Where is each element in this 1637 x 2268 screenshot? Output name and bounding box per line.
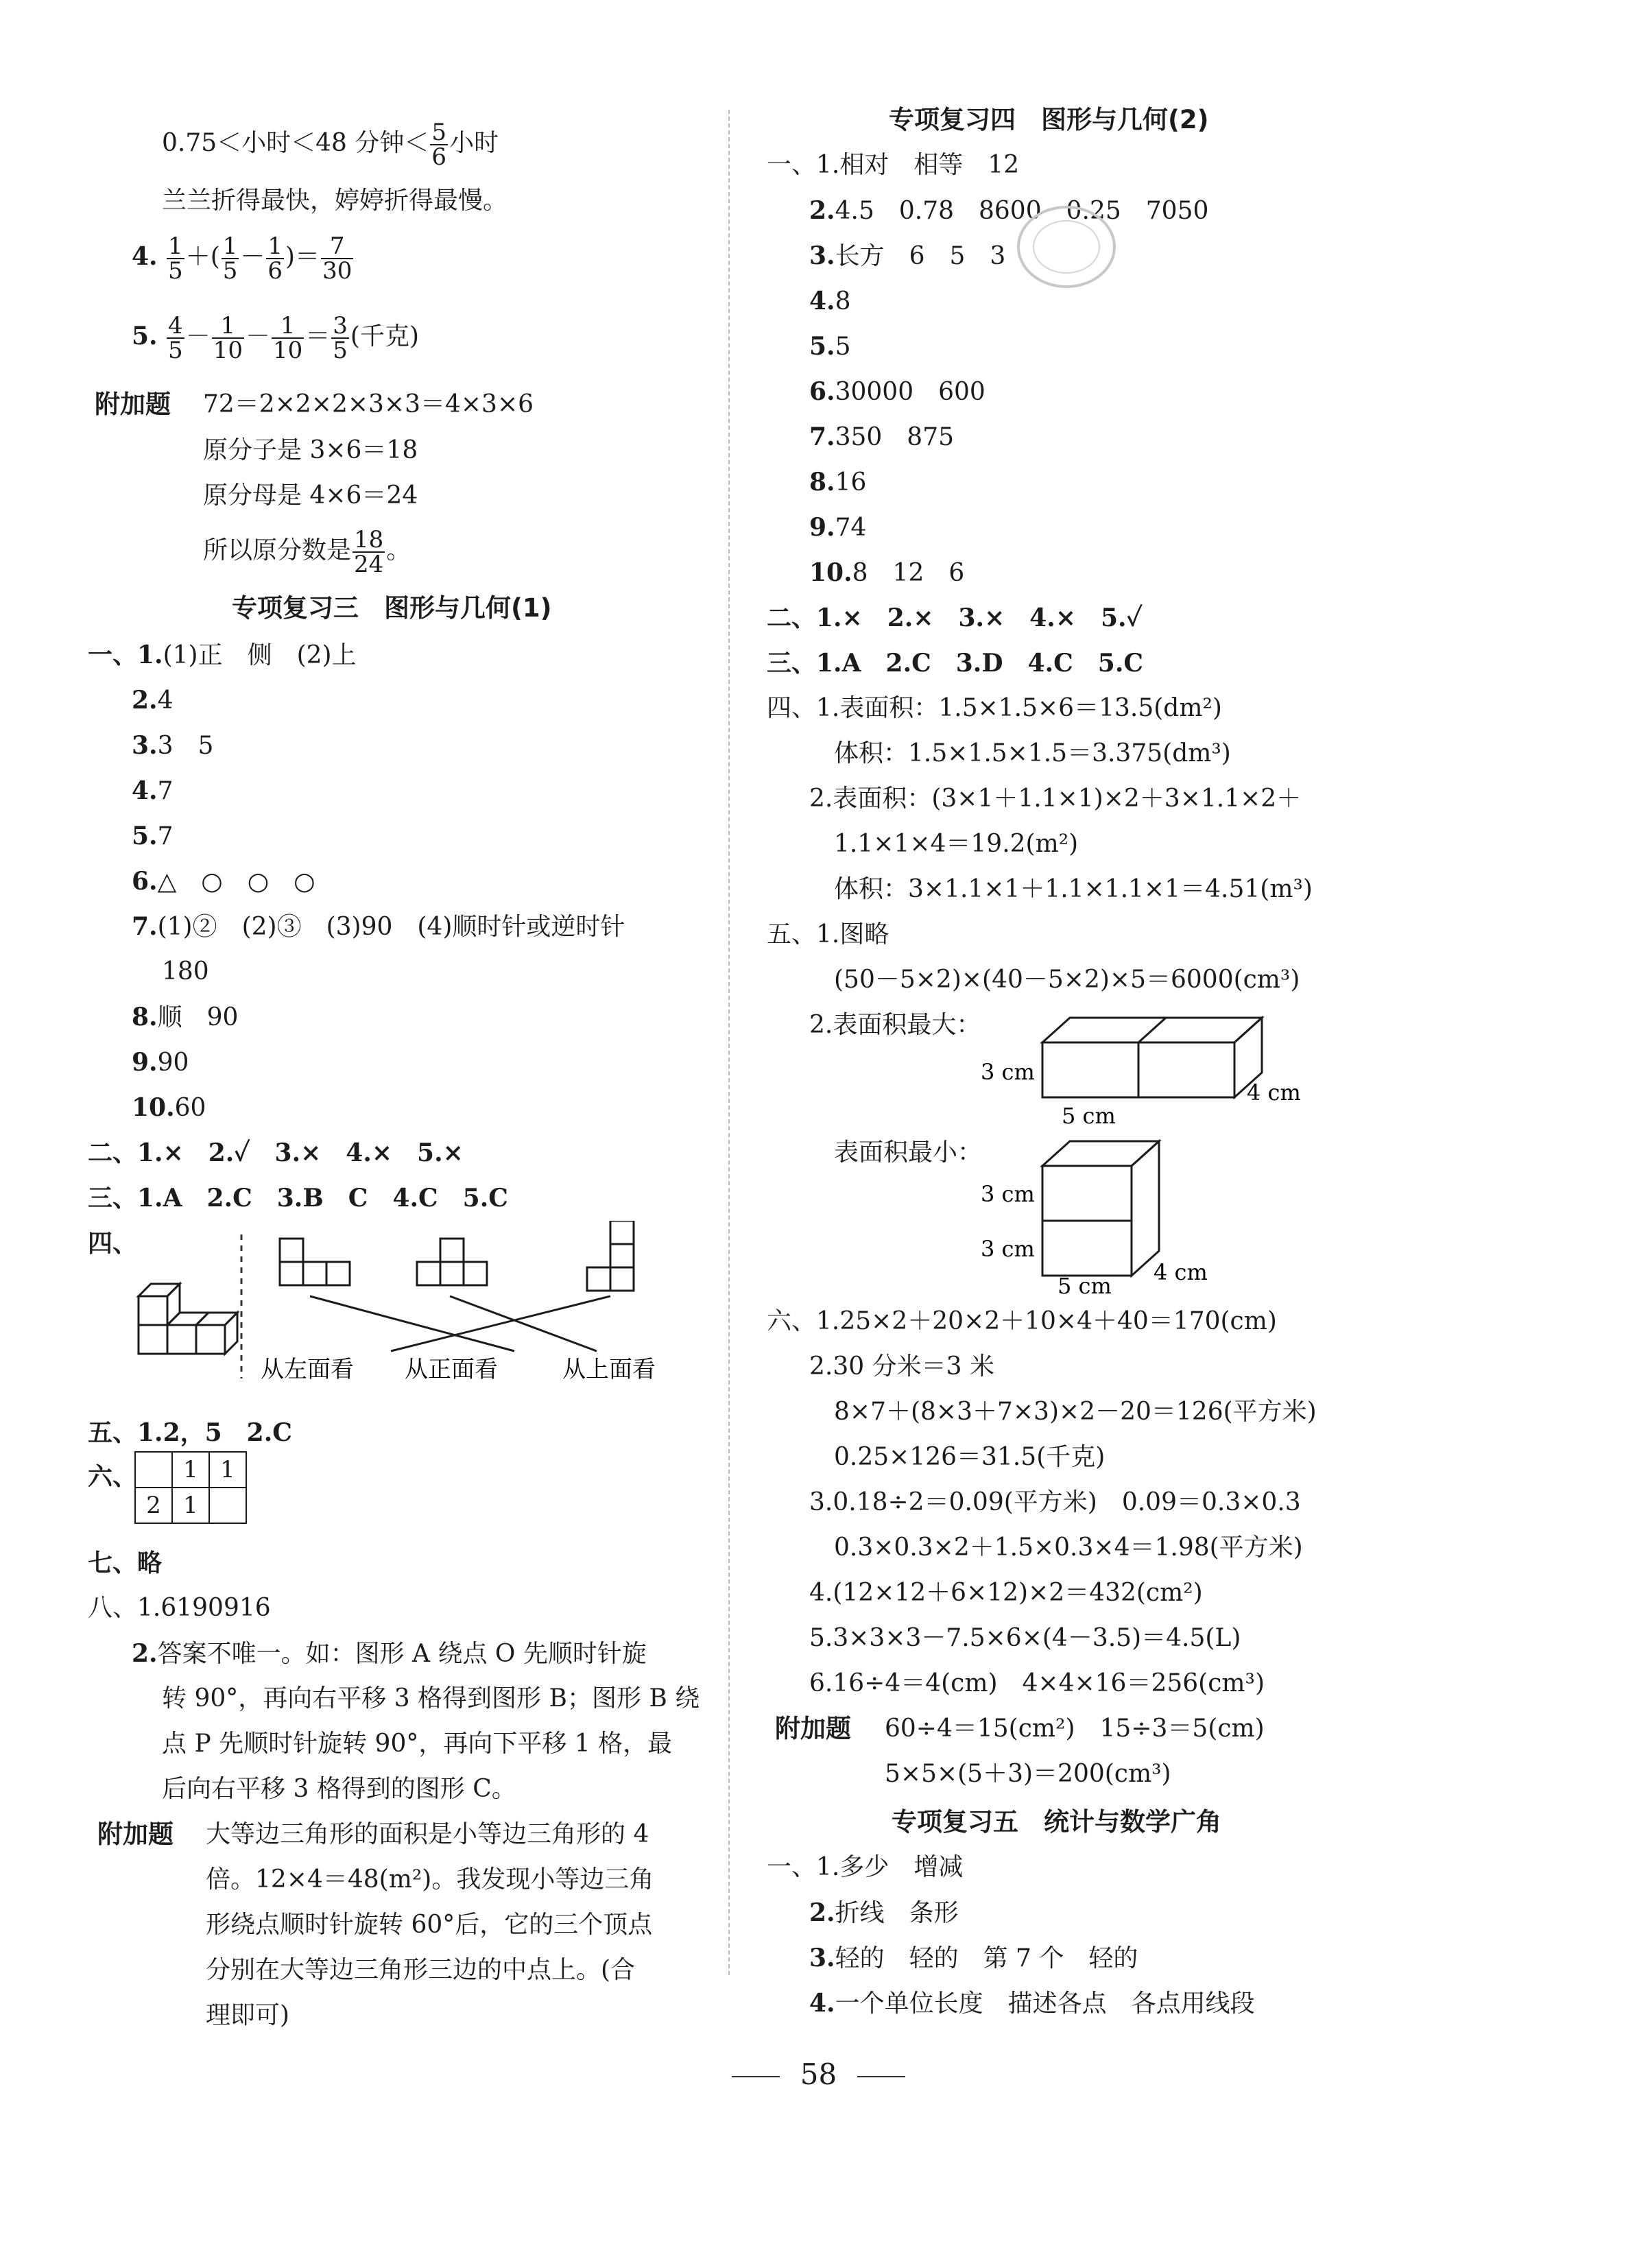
question-number: 4. bbox=[132, 242, 158, 271]
numerator: 1 bbox=[267, 232, 283, 260]
question-number: 5. bbox=[809, 332, 835, 361]
answer-text: 分别在大等边三角形三边的中点上。(合 bbox=[206, 1956, 636, 1984]
answer-line: 0.25×126＝31.5(千克) bbox=[834, 1443, 1106, 1471]
answer-line: 0.3×0.3×2＋1.5×0.3×4＝1.98(平方米) bbox=[834, 1533, 1303, 1562]
answer-line: 表面积最小： bbox=[834, 1138, 983, 1167]
dash-right bbox=[857, 2076, 905, 2077]
fraction bbox=[167, 232, 184, 285]
answer-line: 5.3×3×3－7.5×6×(4－3.5)＝4.5(L) bbox=[809, 1624, 1241, 1652]
question-number: 9. bbox=[809, 513, 835, 542]
denominator: 5 bbox=[168, 257, 183, 285]
answer-line: 五、1.2，5 2.C bbox=[88, 1418, 292, 1447]
dimension-label: 4 cm bbox=[1247, 1079, 1301, 1106]
question-number: 5. bbox=[132, 322, 158, 350]
answer-text: (1)② (2)③ (3)90 (4)顺时针或逆时针 bbox=[157, 913, 625, 941]
numerator: 18 bbox=[354, 526, 384, 553]
answer-line: 5×5×(5＋3)＝200(cm³) bbox=[885, 1760, 1171, 1788]
answer-line: 六、1.25×2＋20×2＋10×4＋40＝170(cm) bbox=[767, 1307, 1277, 1335]
answer-text: 16 bbox=[835, 468, 867, 497]
text: 小时 bbox=[449, 129, 499, 157]
question-number: 3. bbox=[132, 731, 158, 760]
denominator: 5 bbox=[222, 257, 238, 285]
q4-line: 4. $\frac{1}{5}$ ＋( $\frac{1}{5}$ － $\frac{1}{6}$ )＝ $\frac{7}{30}$ bbox=[132, 232, 353, 285]
question-number: 6. bbox=[132, 867, 158, 896]
text: 所以原分数是 bbox=[203, 536, 352, 564]
question-number: 4. bbox=[809, 1989, 835, 2018]
answer-text: 答案不唯一。如：图形 A 绕点 O 先顺时针旋 bbox=[157, 1640, 647, 1668]
grid-cell bbox=[209, 1488, 246, 1523]
true-false-answers: 二、1.× 2.✓ 3.× 4.× 5.× bbox=[88, 1138, 464, 1167]
dimension-label: 3 cm bbox=[981, 1236, 1035, 1262]
answer-text: 顺 90 bbox=[157, 1003, 239, 1031]
question-number: 2. bbox=[132, 1639, 158, 1668]
answer-line: 1.1×1×4＝19.2(m²) bbox=[834, 830, 1079, 858]
answer-line: 一、1.相对 相等 12 bbox=[767, 151, 1020, 179]
answer-text: 一个单位长度 描述各点 各点用线段 bbox=[835, 1990, 1255, 2018]
answer-text: 8 bbox=[835, 287, 851, 315]
dash-left bbox=[732, 2076, 780, 2077]
number-grid bbox=[134, 1451, 247, 1524]
denominator: 5 bbox=[168, 337, 183, 364]
answer-text: △ ○ ○ ○ bbox=[157, 868, 315, 896]
unit: (千克) bbox=[350, 322, 419, 350]
three-view-diagram bbox=[130, 1221, 693, 1385]
question-number: 4. bbox=[809, 287, 835, 315]
numerator: 1 bbox=[212, 314, 244, 339]
answer-text: 60 bbox=[174, 1094, 206, 1122]
denominator: 10 bbox=[213, 337, 243, 364]
question-number: 10. bbox=[132, 1093, 175, 1122]
denominator: 5 bbox=[333, 337, 348, 364]
grid-cell: 1 bbox=[209, 1452, 246, 1488]
question-number: 3. bbox=[809, 241, 835, 270]
denominator: 6 bbox=[431, 143, 447, 171]
fraction bbox=[430, 121, 448, 169]
denominator: 6 bbox=[267, 257, 283, 285]
view-shape-3 bbox=[587, 1221, 634, 1291]
answer-line: 60÷4＝15(cm²) 15÷3＝5(cm) bbox=[885, 1715, 1265, 1743]
fraction bbox=[222, 232, 239, 285]
answer-text: 长方 6 5 3 bbox=[835, 242, 1006, 270]
answer-line: 2.30 分米＝3 米 bbox=[809, 1352, 994, 1381]
text: 。 bbox=[386, 536, 411, 564]
cuboid-max-diagram bbox=[974, 1008, 1330, 1132]
answer-line: (50－5×2)×(40－5×2)×5＝6000(cm³) bbox=[834, 966, 1300, 994]
answer-line: 体积：3×1.1×1＋1.1×1.1×1＝4.51(m³) bbox=[834, 875, 1313, 903]
answer-text: 理即可) bbox=[206, 2001, 290, 2029]
answer-line: 8×7＋(8×3＋7×3)×2－20＝126(平方米) bbox=[834, 1398, 1317, 1426]
answer-line: 2.表面积最大： bbox=[809, 1011, 981, 1039]
answer-text: 3 5 bbox=[157, 732, 214, 760]
fraction bbox=[266, 232, 284, 285]
answer-line: 四、1.表面积：1.5×1.5×6＝13.5(dm²) bbox=[767, 694, 1222, 722]
answer-text: 后向右平移 3 格得到的图形 C。 bbox=[162, 1775, 516, 1803]
answer-text: 30000 600 bbox=[835, 378, 985, 406]
text-line: 兰兰折得最快，婷婷折得最慢。 bbox=[162, 187, 508, 215]
question-number: 一、1. bbox=[88, 641, 163, 669]
fraction-result-line bbox=[203, 528, 411, 576]
answer-text: 7 bbox=[157, 822, 174, 850]
numerator: 1 bbox=[168, 232, 183, 260]
fraction bbox=[272, 314, 304, 362]
fraction bbox=[321, 232, 353, 285]
choice-answers: 三、1.A 2.C 3.B C 4.C 5.C bbox=[88, 1184, 508, 1213]
answer-text: 轻的 轻的 第 7 个 轻的 bbox=[835, 1944, 1138, 1972]
grid-cell: 1 bbox=[172, 1488, 209, 1523]
answer-text: 8 12 6 bbox=[852, 559, 965, 587]
numerator: 3 bbox=[333, 312, 348, 339]
bonus-label: 附加题 bbox=[95, 390, 171, 419]
fraction bbox=[353, 528, 385, 576]
answer-text: 大等边三角形的面积是小等边三角形的 4 bbox=[206, 1820, 649, 1848]
answer-text: 90 bbox=[157, 1049, 189, 1077]
numerator: 7 bbox=[321, 235, 353, 259]
answer-text: 折线 条形 bbox=[835, 1899, 959, 1927]
cube-stack-figure bbox=[139, 1284, 237, 1354]
question-number: 四、 bbox=[88, 1229, 138, 1258]
cuboid-min-diagram bbox=[974, 1125, 1248, 1296]
view-shape-1 bbox=[280, 1239, 350, 1285]
numerator: 5 bbox=[431, 119, 447, 146]
answer-line: 6.16÷4＝4(cm) 4×4×16＝256(cm³) bbox=[809, 1669, 1265, 1697]
answer-line: 八、1.6190916 bbox=[88, 1594, 271, 1622]
dimension-label: 3 cm bbox=[981, 1181, 1035, 1207]
answer-text: 转 90°，再向右平移 3 格得到图形 B；图形 B 绕 bbox=[162, 1684, 700, 1712]
text: 0.75＜小时＜48 分钟＜ bbox=[162, 129, 429, 157]
answer-line: 七、略 bbox=[88, 1549, 163, 1577]
question-number: 10. bbox=[809, 558, 852, 587]
q5-line: 5. $\frac{4}{5}$ － $\frac{1}{10}$ － $\frac{1}{10}$ ＝ $\frac{3}{5}$ (千克) bbox=[132, 312, 419, 364]
question-number: 5. bbox=[132, 822, 158, 850]
dimension-label: 5 cm bbox=[1062, 1103, 1116, 1129]
dimension-label: 3 cm bbox=[981, 1059, 1035, 1085]
answer-line: 一、1.多少 增减 bbox=[767, 1853, 964, 1881]
denominator: 10 bbox=[272, 337, 303, 364]
question-number: 4. bbox=[132, 776, 158, 805]
answer-text: 4.5 0.78 8600 0.25 7050 bbox=[835, 197, 1209, 225]
question-number: 8. bbox=[132, 1003, 158, 1031]
answer-text: 点 P 先顺时针旋转 90°，再向下平移 1 格，最 bbox=[162, 1730, 673, 1758]
view-left-label: 从左面看 bbox=[261, 1356, 354, 1383]
grid-cell: 2 bbox=[135, 1488, 172, 1523]
question-number: 2. bbox=[132, 686, 158, 715]
answer-text: 形绕点顺时针旋转 60°后，它的三个顶点 bbox=[206, 1911, 653, 1939]
time-compare-line bbox=[162, 121, 499, 169]
fraction bbox=[167, 314, 184, 362]
question-number: 8. bbox=[809, 468, 835, 497]
answer-line: 2.表面积：(3×1＋1.1×1)×2＋3×1.1×2＋ bbox=[809, 785, 1302, 813]
question-number: 9. bbox=[132, 1048, 158, 1077]
text-line: 72＝2×2×2×3×3＝4×3×6 bbox=[203, 390, 534, 418]
answer-line: 五、1.图略 bbox=[767, 920, 889, 948]
answer-text: 350 875 bbox=[835, 423, 955, 451]
question-number: 3. bbox=[809, 1944, 835, 1972]
numerator: 1 bbox=[222, 232, 238, 260]
page-number-text: 58 bbox=[800, 2057, 837, 2091]
grid-cell bbox=[135, 1452, 172, 1488]
dimension-label: 4 cm bbox=[1154, 1259, 1208, 1285]
answer-text: 5 bbox=[835, 333, 851, 361]
answer-text: 74 bbox=[835, 514, 867, 542]
text-line: 原分母是 4×6＝24 bbox=[203, 481, 418, 510]
answer-text: 180 bbox=[162, 957, 209, 986]
section-title: 专项复习五 统计与数学广角 bbox=[892, 1807, 1221, 1837]
page-number bbox=[0, 2057, 1637, 2091]
question-number: 7. bbox=[809, 422, 835, 451]
column-divider bbox=[728, 110, 730, 1975]
question-number: 7. bbox=[132, 912, 158, 941]
answer-text: 4 bbox=[157, 687, 174, 715]
question-number: 2. bbox=[809, 1898, 835, 1927]
matching-lines bbox=[310, 1296, 610, 1351]
watermark-stamp bbox=[1008, 199, 1125, 302]
true-false-answers: 二、1.× 2.× 3.× 4.× 5.✓ bbox=[767, 604, 1143, 632]
bonus-label: 附加题 bbox=[775, 1714, 851, 1743]
denominator: 30 bbox=[322, 257, 353, 285]
answer-text: 7 bbox=[157, 777, 174, 805]
question-number: 6. bbox=[809, 377, 835, 406]
section-title: 专项复习三 图形与几何(1) bbox=[232, 593, 552, 623]
view-front-label: 从正面看 bbox=[405, 1356, 498, 1383]
bonus-label: 附加题 bbox=[97, 1819, 174, 1849]
denominator: 24 bbox=[354, 551, 384, 578]
numerator: 1 bbox=[272, 314, 304, 339]
text-line: 原分子是 3×6＝18 bbox=[203, 436, 418, 464]
fraction bbox=[331, 314, 349, 362]
dimension-label: 5 cm bbox=[1058, 1273, 1112, 1296]
numerator: 4 bbox=[168, 312, 183, 339]
fraction bbox=[212, 314, 244, 362]
answer-text: (1)正 侧 (2)上 bbox=[163, 641, 357, 669]
answer-line: 体积：1.5×1.5×1.5＝3.375(dm³) bbox=[834, 739, 1231, 767]
view-shape-2 bbox=[417, 1239, 487, 1285]
view-top-label: 从上面看 bbox=[562, 1356, 656, 1383]
choice-answers: 三、1.A 2.C 3.D 4.C 5.C bbox=[767, 649, 1144, 678]
section-title: 专项复习四 图形与几何(2) bbox=[889, 105, 1209, 134]
grid-cell: 1 bbox=[172, 1452, 209, 1488]
answer-text: 倍。12×4＝48(m²)。我发现小等边三角 bbox=[206, 1865, 654, 1894]
answer-line: 3.0.18÷2＝0.09(平方米) 0.09＝0.3×0.3 bbox=[809, 1488, 1301, 1516]
question-number: 2. bbox=[809, 196, 835, 225]
question-number: 六、 bbox=[88, 1462, 138, 1491]
answer-line: 4.(12×12＋6×12)×2＝432(cm²) bbox=[809, 1579, 1203, 1607]
